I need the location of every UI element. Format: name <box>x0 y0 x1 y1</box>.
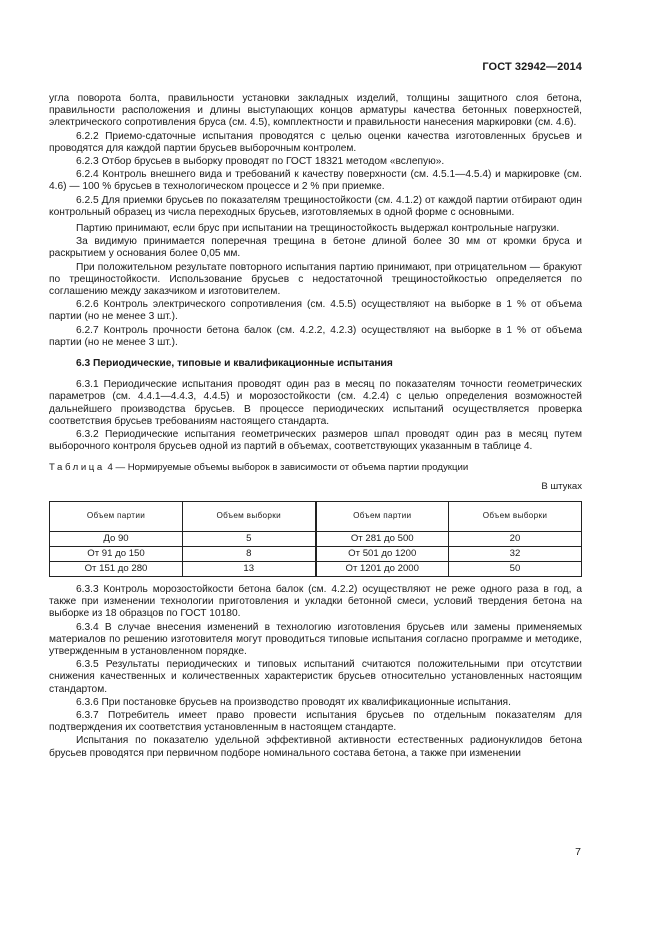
table-row <box>50 531 582 546</box>
section-heading: 6.3 Периодические, типовые и квалификационные испытания <box>76 358 393 370</box>
sample-size-table <box>49 501 582 577</box>
table-caption <box>49 462 582 474</box>
paragraph: угла поворота болта, правильности установки закладных изделий, толщины защитного слоя бетона, правильности расположения и длины выступающих концов арматуры качества бетонных поверхностей, электрического сопротивления бруса (см. 4.5), комплектности и правильности нанесения маркировки (см. 4.6). <box>49 93 582 129</box>
paragraph: 6.3.3 Контроль морозостойкости бетона балок (см. 4.2.2) осуществляют не реже одного раза в год, а также при изменении технологии приготовления и укладки бетонной смеси, условий твердения бетона на выборке из 18 образцов по ГОСТ 10180. <box>49 583 582 620</box>
paragraph: 6.2.7 Контроль прочности бетона балок (см. 4.2.2, 4.2.3) осуществляют на выборке в 1 % от объема партии (но не менее 3 шт.). <box>49 324 582 348</box>
page-number: 7 <box>575 846 581 858</box>
table-cell: До 90 <box>50 531 183 546</box>
table-caption-text: 4 — Нормируемые объемы выборок в зависимости от объема партии продукции <box>104 462 469 474</box>
paragraph: За видимую принимается поперечная трещина в бетоне длиной более 30 мм от кромки бруса и раскрытием у основания более 0,05 мм. <box>49 236 582 260</box>
document-code: ГОСТ 32942—2014 <box>482 61 582 73</box>
column-header: Объем партии <box>50 501 183 531</box>
table-cell: От 151 до 280 <box>50 561 183 576</box>
table-cell: 50 <box>449 561 582 576</box>
paragraph: 6.3.7 Потребитель имеет право провести испытания брусьев по отдельным показателям для подтверждения их соответствия установленным в настоящем стандарте. <box>49 709 582 734</box>
paragraph: 6.3.2 Периодические испытания геометрических размеров шпал проводят один раз в месяц путем выборочного контроля брусьев одной из партий в объемах, соответствующих указанным в таблице 4. <box>49 429 582 453</box>
paragraph: Партию принимают, если брус при испытании на трещиностойкость выдержал контрольные нагрузки. <box>76 223 560 235</box>
table-cell: От 91 до 150 <box>50 546 183 561</box>
table-caption-label: Таблица <box>49 462 105 474</box>
paragraph: 6.2.5 Для приемки брусьев по показателям трещиностойкости (см. 4.1.2) от каждой партии отбирают один контрольный образец из числа переходных брусьев, изготовляемых в одной форме с основными. <box>49 194 582 218</box>
table-cell: 32 <box>449 546 582 561</box>
paragraph: 6.2.4 Контроль внешнего вида и требований к качеству поверхности (см. 4.5.1—4.5.4) и маркировке (см. 4.6) — 100 % брусьев в технологическом процессе и 2 % при приемке. <box>49 169 582 193</box>
paragraph: 6.2.2 Приемо-сдаточные испытания проводятся с целью оценки качества изготовленных брусьев и проводятся для каждой партии брусьев выборочным контролем. <box>49 130 582 154</box>
table-row <box>50 561 582 576</box>
paragraph: При положительном результате повторного испытания партию принимают, при отрицательном — бракуют по трещиностойкости. Использование брусьев с недостаточной трещиностойкостью определяется по соглашению между заказчиком и изготовителем. <box>49 261 582 298</box>
table-cell: 13 <box>183 561 316 576</box>
table-cell: 8 <box>183 546 316 561</box>
table-cell: От 501 до 1200 <box>316 546 449 561</box>
table-cell: От 1201 до 2000 <box>316 561 449 576</box>
column-header: Объем выборки <box>183 501 316 531</box>
paragraph: 6.2.6 Контроль электрического сопротивления (см. 4.5.5) осуществляют на выборке в 1 % от объема партии (но не менее 3 шт.). <box>49 299 582 323</box>
paragraph: 6.3.5 Результаты периодических и типовых испытаний считаются положительными при отсутствии снижения качественных и количественных характеристик брусьев относительно установленных настоящим стандартом. <box>49 659 582 695</box>
column-header: Объем партии <box>316 501 449 531</box>
paragraph: Испытания по показателю удельной эффективной активности естественных радионуклидов бетона брусьев проводятся при первичном подборе номинального состава бетона, а также при изменении <box>49 735 582 759</box>
paragraph: 6.3.6 При постановке брусьев на производство проводят их квалификационные испытания. <box>76 696 511 708</box>
paragraph: 6.2.3 Отбор брусьев в выборку проводят по ГОСТ 18321 методом «вслепую». <box>76 156 445 168</box>
paragraph: 6.3.4 В случае внесения изменений в технологию изготовления брусьев или замены применяемых материалов по решению изготовителя могут проводиться типовые испытания согласно программе и методике, утвержденным в установленном порядке. <box>49 621 582 657</box>
table-header-row <box>50 501 582 531</box>
table-cell: 20 <box>449 531 582 546</box>
table-cell: 5 <box>183 531 316 546</box>
table-units: В штуках <box>541 480 582 492</box>
column-header: Объем выборки <box>449 501 582 531</box>
table-cell: От 281 до 500 <box>316 531 449 546</box>
paragraph: 6.3.1 Периодические испытания проводят один раз в месяц по показателям точности геометрических параметров (см. 4.4.1—4.4.3, 4.4.5) и морозостойкости (см. 4.2.4) с целью определения возможностей дальнейшего производства брусьев. В процессе периодических испытаний осуществляется проверка соответствия брусьев требованиям настоящего стандарта. <box>49 379 582 427</box>
table-row <box>50 546 582 561</box>
document-body <box>49 93 582 761</box>
